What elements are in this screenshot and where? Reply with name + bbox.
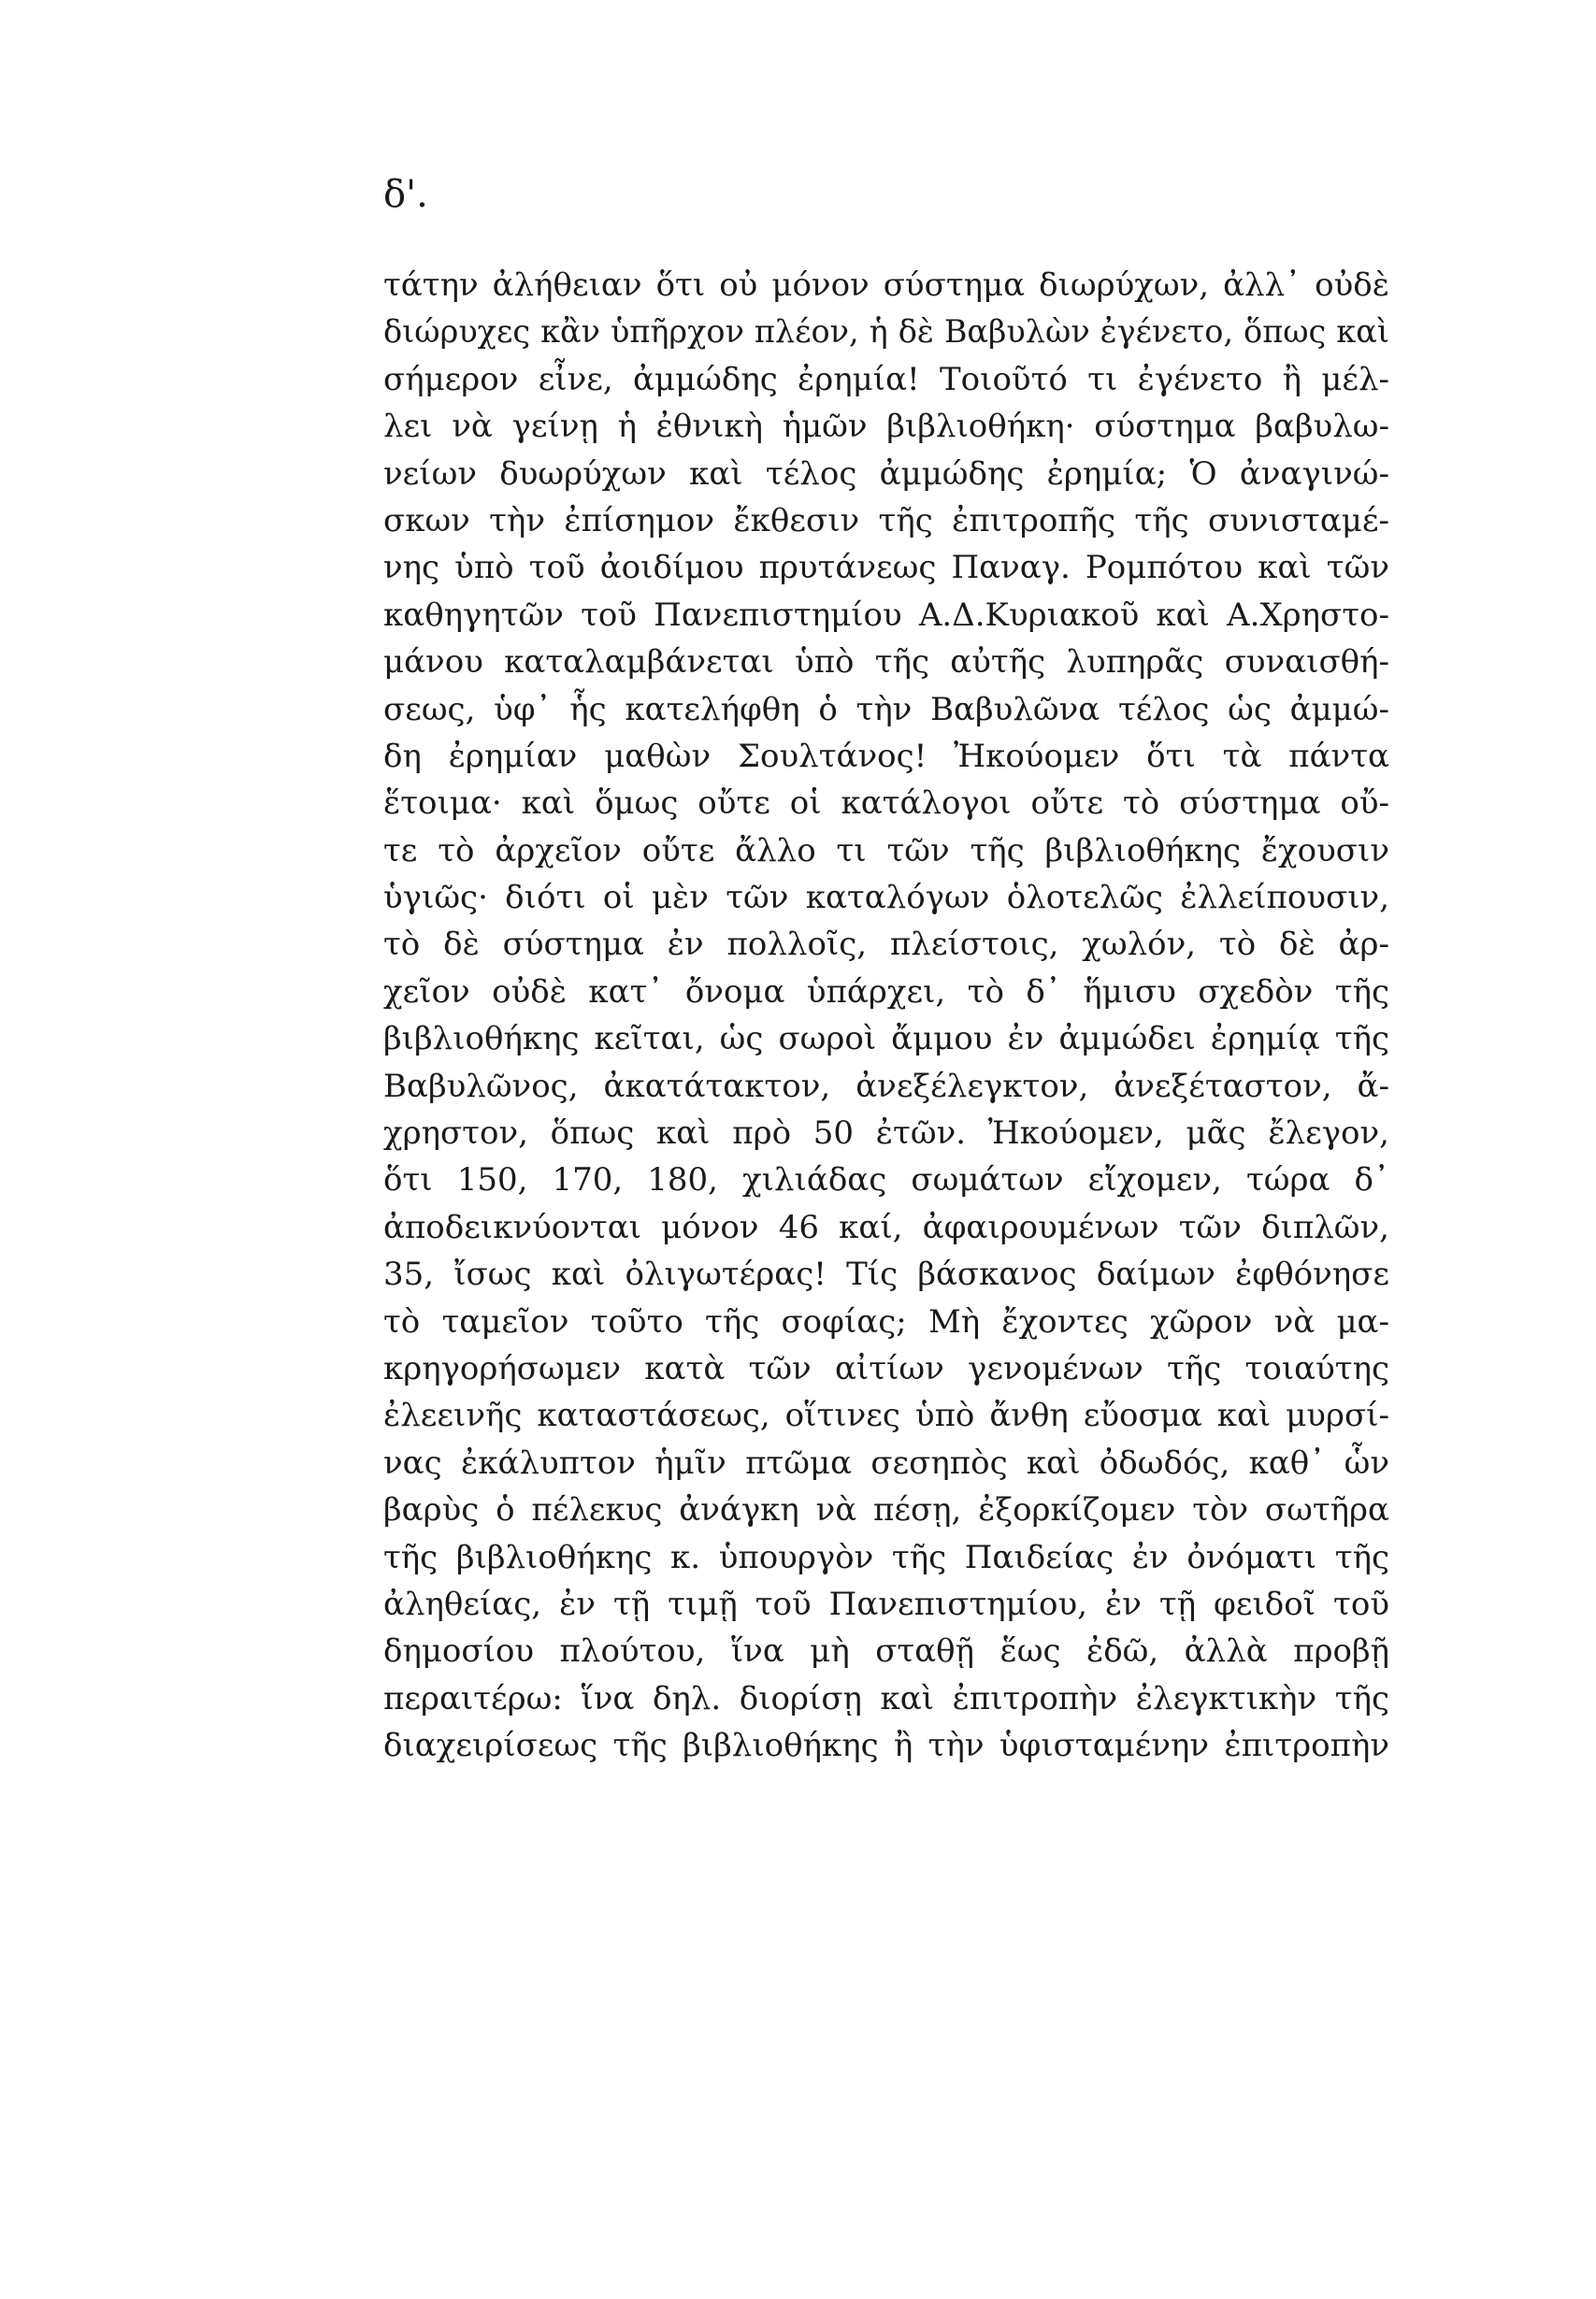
text-line: ὅτι 150, 170, 180, χιλιάδας σωμάτων εἴχομεν, τώρα δ᾽ [383,1161,1389,1200]
text-line: ἐλεεινῆς καταστάσεως, οἵτινες ὑπὸ ἄνθη εὔοσμα καὶ μυρσί- [383,1397,1389,1435]
text-line: βιβλιοθήκης κεῖται, ὡς σωροὶ ἄμμου ἐν ἀμμώδει ἐρημίᾳ τῆς [383,1020,1389,1058]
text-line: βαρὺς ὁ πέλεκυς ἀνάγκη νὰ πέσῃ, ἐξορκίζομεν τὸν σωτῆρα [383,1491,1389,1530]
text-line: μάνου καταλαμβάνεται ὑπὸ τῆς αὐτῆς λυπηρᾶς συναισθή- [383,643,1389,682]
text-line: διαχειρίσεως τῆς βιβλιοθήκης ἢ τὴν ὑφισταμένην ἐπιτροπὴν [383,1727,1389,1765]
text-line: δημοσίου πλούτου, ἵνα μὴ σταθῇ ἕως ἐδῶ, ἀλλὰ προβῇ [383,1632,1389,1671]
text-line: κρηγορήσωμεν κατὰ τῶν αἰτίων γενομένων τῆς τοιαύτης [383,1349,1389,1387]
text-line: σήμερον εἶνε, ἀμμώδης ἐρημία! Τοιοῦτό τι ἐγένετο ἢ μέλ- [383,360,1389,398]
text-line: δη ἐρημίαν μαθὼν Σουλτάνος! Ἠκούομεν ὅτι τὰ πάντα [383,737,1389,775]
text-line: τάτην ἀλήθειαν ὅτι οὐ μόνον σύστημα διωρύχων, ἀλλ᾽ οὐδὲ [383,266,1389,304]
text-line: τὸ ταμεῖον τοῦτο τῆς σοφίας; Μὴ ἔχοντες χῶρον νὰ μα- [383,1302,1389,1341]
text-line: χεῖον οὐδὲ κατ᾽ ὄνομα ὑπάρχει, τὸ δ᾽ ἥμισυ σχεδὸν τῆς [383,972,1389,1011]
text-line: σεως, ὑφ᾽ ἧς κατελήφθη ὁ τὴν Βαβυλῶνα τέλος ὡς ἀμμώ- [383,690,1389,728]
text-line: λει νὰ γείνῃ ἡ ἐθνικὴ ἡμῶν βιβλιοθήκη· σύστημα βαβυλω- [383,408,1389,446]
text-line: νας ἐκάλυπτον ἡμῖν πτῶμα σεσηπὸς καὶ ὀδωδός, καθ᾽ ὧν [383,1444,1389,1482]
text-line: 35, ἴσως καὶ ὀλιγωτέρας! Τίς βάσκανος δαίμων ἐφθόνησε [383,1256,1389,1294]
text-line: σκων τὴν ἐπίσημον ἔκθεσιν τῆς ἐπιτροπῆς τῆς συνισταμέ- [383,501,1389,539]
text-line: ὑγιῶς· διότι οἱ μὲν τῶν καταλόγων ὁλοτελῶς ἐλλείπουσιν, [383,879,1389,917]
text-line: νης ὑπὸ τοῦ ἀοιδίμου πρυτάνεως Παναγ. Ρομπότου καὶ τῶν [383,549,1389,587]
text-line: νείων δυωρύχων καὶ τέλος ἀμμώδης ἐρημία; Ὁ ἀναγινώ- [383,454,1389,493]
text-line: Βαβυλῶνος, ἀκατάτακτον, ἀνεξέλεγκτον, ἀνεξέταστον, ἄ- [383,1067,1389,1105]
text-line: τε τὸ ἀρχεῖον οὔτε ἄλλο τι τῶν τῆς βιβλιοθήκης ἔχουσιν [383,831,1389,869]
text-line: χρηστον, ὅπως καὶ πρὸ 50 ἐτῶν. Ἠκούομεν, μᾶς ἔλεγον, [383,1114,1389,1153]
text-line: περαιτέρω: ἵνα δηλ. διορίσῃ καὶ ἐπιτροπὴν ἐλεγκτικὴν τῆς [383,1679,1389,1717]
body-text [383,262,1389,1770]
text-line: ἀποδεικνύονται μόνον 46 καί, ἀφαιρουμένων τῶν διπλῶν, [383,1208,1389,1246]
page-signature-marker: δ'. [383,173,428,216]
text-line: διώρυχες κἂν ὑπῆρχον πλέον, ἡ δὲ Βαβυλὼν ἐγένετο, ὅπως καὶ [383,313,1389,351]
text-line: ἀληθείας, ἐν τῇ τιμῇ τοῦ Πανεπιστημίου, ἐν τῇ φειδοῖ τοῦ [383,1585,1389,1623]
text-line: καθηγητῶν τοῦ Πανεπιστημίου Α.Δ.Κυριακοῦ καὶ Α.Χρηστο- [383,596,1389,634]
text-line: τὸ δὲ σύστημα ἐν πολλοῖς, πλείστοις, χωλόν, τὸ δὲ ἀρ- [383,926,1389,964]
text-line: ἕτοιμα· καὶ ὅμως οὔτε οἱ κατάλογοι οὔτε τὸ σύστημα οὔ- [383,784,1389,823]
text-line: τῆς βιβλιοθήκης κ. ὑπουργὸν τῆς Παιδείας ἐν ὀνόματι τῆς [383,1538,1389,1576]
